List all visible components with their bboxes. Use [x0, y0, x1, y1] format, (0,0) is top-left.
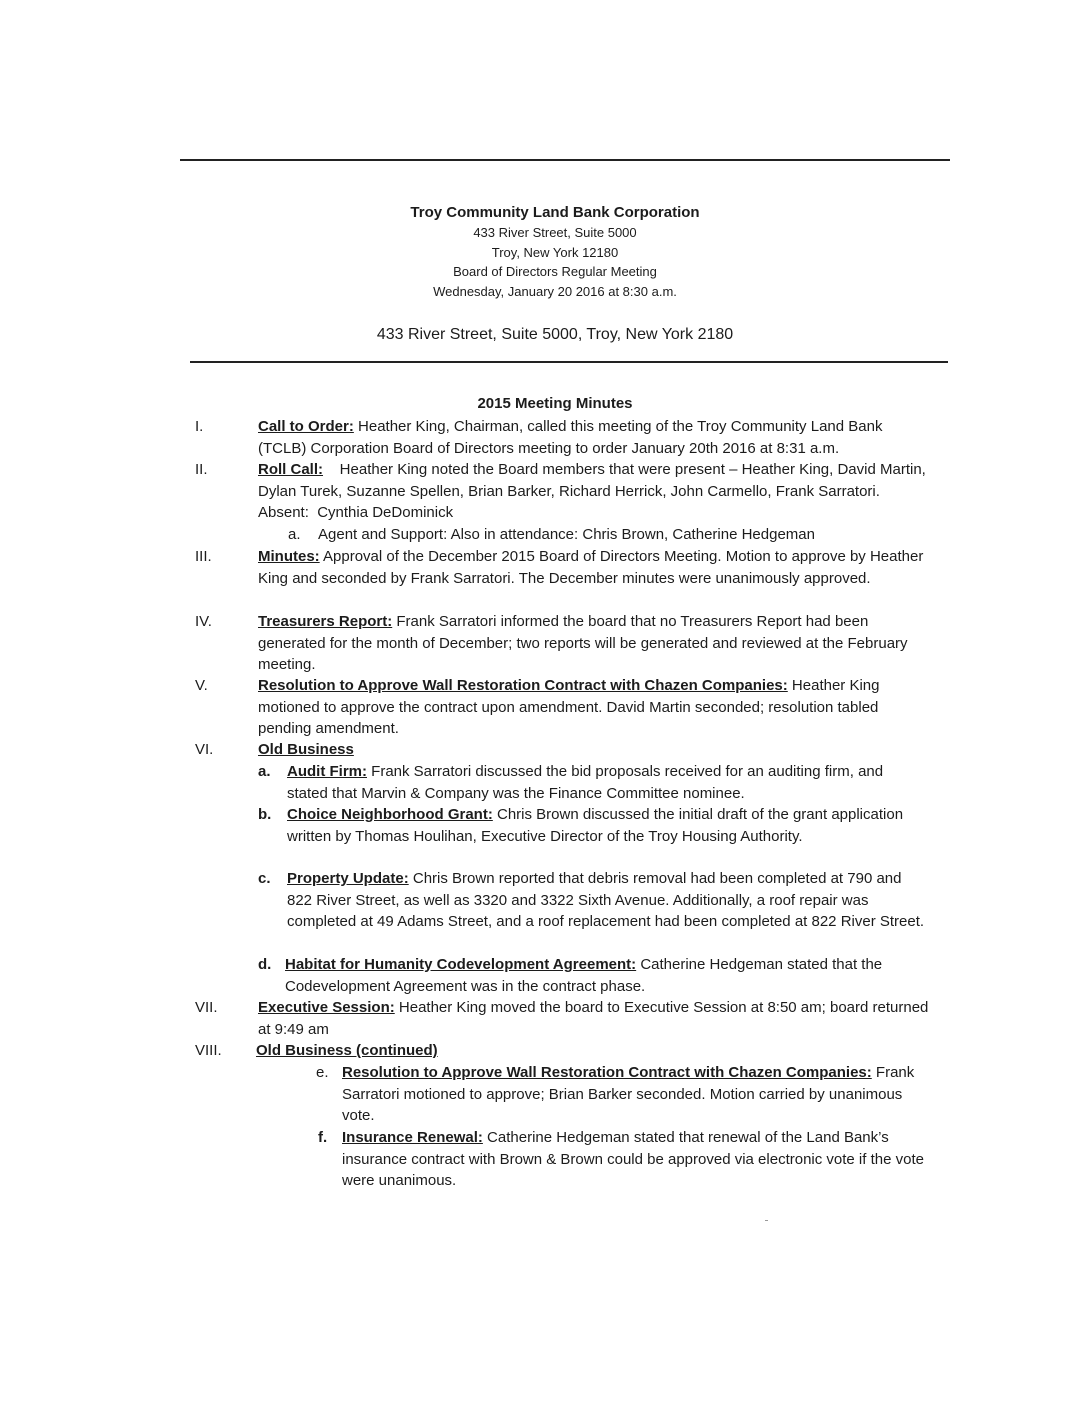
sub-text — [285, 954, 925, 997]
sub-body: Catherine Hedgeman stated that the Codevelopment Agreement was in the contract phase. — [285, 956, 883, 995]
org-name: Troy Community Land Bank Corporation — [410, 204, 700, 221]
sub-letter: d. — [258, 956, 272, 973]
sub-text — [342, 1062, 932, 1127]
meeting-type: Board of Directors Regular Meeting — [453, 264, 657, 279]
sub-label: Insurance Renewal: — [342, 1129, 483, 1146]
sub-text — [342, 1127, 932, 1192]
top-rule — [180, 159, 950, 161]
city-address: Troy, New York 12180 — [491, 244, 619, 260]
item-numeral: V. — [195, 677, 208, 694]
letterhead — [300, 202, 810, 301]
sub-text — [287, 761, 927, 804]
item-numeral: IV. — [195, 613, 212, 630]
item-body — [258, 675, 934, 740]
sub-letter: c. — [258, 870, 271, 887]
sub-text — [287, 868, 927, 933]
item-label: Resolution to Approve Wall Restoration Contract with Chazen Companies: — [258, 677, 788, 694]
item-body — [258, 459, 934, 524]
item-text: Heather King moved the board to Executive Session at 8:50 am; board returned at 9:49 am — [258, 999, 929, 1038]
item-body — [258, 611, 934, 676]
item-numeral: VII. — [195, 999, 218, 1016]
sub-label: Choice Neighborhood Grant: — [287, 806, 493, 823]
item-body — [258, 416, 934, 459]
sub-body: Chris Brown reported that debris removal had been completed at 790 and 822 River Street, as well as 3320 and 3322 Sixth Avenue. Additionally, a roof repair was completed at 49 Adams Street, and a roof replacement had been completed at 822 River Street. — [287, 870, 925, 930]
street-address: 433 River Street, Suite 5000 — [473, 225, 637, 240]
sub-label: Audit Firm: — [287, 763, 367, 780]
item-text: Approval of the December 2015 Board of Directors Meeting. Motion to approve by Heather King and seconded by Frank Sarratori. The December minutes were unanimously approved. — [258, 548, 924, 587]
sub-body: Chris Brown discussed the initial draft of the grant application written by Thomas Houlihan, Executive Director of the Troy Housing Authority. — [287, 806, 904, 845]
sub-letter: a. — [258, 763, 271, 780]
sub-body: Frank Sarratori discussed the bid proposals received for an auditing firm, and stated that Marvin & Company was the Finance Committee nominee. — [287, 763, 884, 802]
item-numeral: III. — [195, 548, 212, 565]
item-label: Roll Call: — [258, 461, 324, 478]
item-text: Heather King noted the Board members that were present – Heather King, David Martin, Dylan Turek, Suzanne Spellen, Brian Barker, Richard Herrick, John Carmello, Frank Sarratori. Absent: Cynthia DeDominick — [258, 461, 930, 521]
minutes-title: 2015 Meeting Minutes — [477, 395, 633, 412]
item-numeral: VIII. — [195, 1042, 222, 1059]
item-label: Executive Session: — [258, 999, 395, 1016]
sub-label: Habitat for Humanity Codevelopment Agreement: — [285, 956, 637, 973]
item-numeral: II. — [195, 461, 208, 478]
item-body — [258, 739, 934, 761]
item-body — [256, 1040, 932, 1062]
sub-letter: b. — [258, 806, 272, 823]
sub-letter: e. — [316, 1064, 329, 1081]
sub-body: Catherine Hedgeman stated that renewal of the Land Bank’s insurance contract with Brown & Brown could be approved via electronic vote if the vote were unanimous. — [342, 1129, 924, 1189]
scan-speck — [765, 1220, 768, 1221]
item-numeral: VI. — [195, 741, 214, 758]
item-label: Treasurers Report: — [258, 613, 393, 630]
divider-rule — [190, 361, 948, 363]
sub-letter: f. — [318, 1129, 328, 1146]
item-text: Frank Sarratori informed the board that no Treasurers Report had been generated for the month of December; two reports will be generated and reviewed at the February meeting. — [258, 613, 908, 673]
sub-letter: a. — [288, 526, 301, 543]
sub-body: Frank Sarratori motioned to approve; Brian Barker seconded. Motion carried by unanimous vote. — [342, 1064, 915, 1124]
item-text: Heather King motioned to approve the contract upon amendment. David Martin seconded; resolution tabled pending amendment. — [258, 677, 880, 737]
item-label: Old Business (continued) — [256, 1042, 438, 1059]
item-label: Minutes: — [258, 548, 320, 565]
sub-text: Agent and Support: Also in attendance: Chris Brown, Catherine Hedgeman — [318, 526, 815, 543]
sub-label: Resolution to Approve Wall Restoration Contract with Chazen Companies: — [342, 1064, 872, 1081]
item-label: Call to Order: — [258, 418, 354, 435]
sub-label: Property Update: — [287, 870, 409, 887]
item-text: Heather King, Chairman, called this meeting of the Troy Community Land Bank (TCLB) Corporation Board of Directors meeting to order January 20th 2016 at 8:31 a.m. — [258, 418, 883, 457]
sub-text — [287, 804, 927, 847]
meeting-location: 433 River Street, Suite 5000, Troy, New York 2180 — [376, 326, 734, 343]
item-label: Old Business — [258, 741, 354, 758]
item-body — [258, 997, 934, 1040]
item-numeral: I. — [195, 418, 204, 435]
meeting-date-time: Wednesday, January 20 2016 at 8:30 a.m. — [433, 283, 677, 299]
item-body — [258, 546, 934, 589]
